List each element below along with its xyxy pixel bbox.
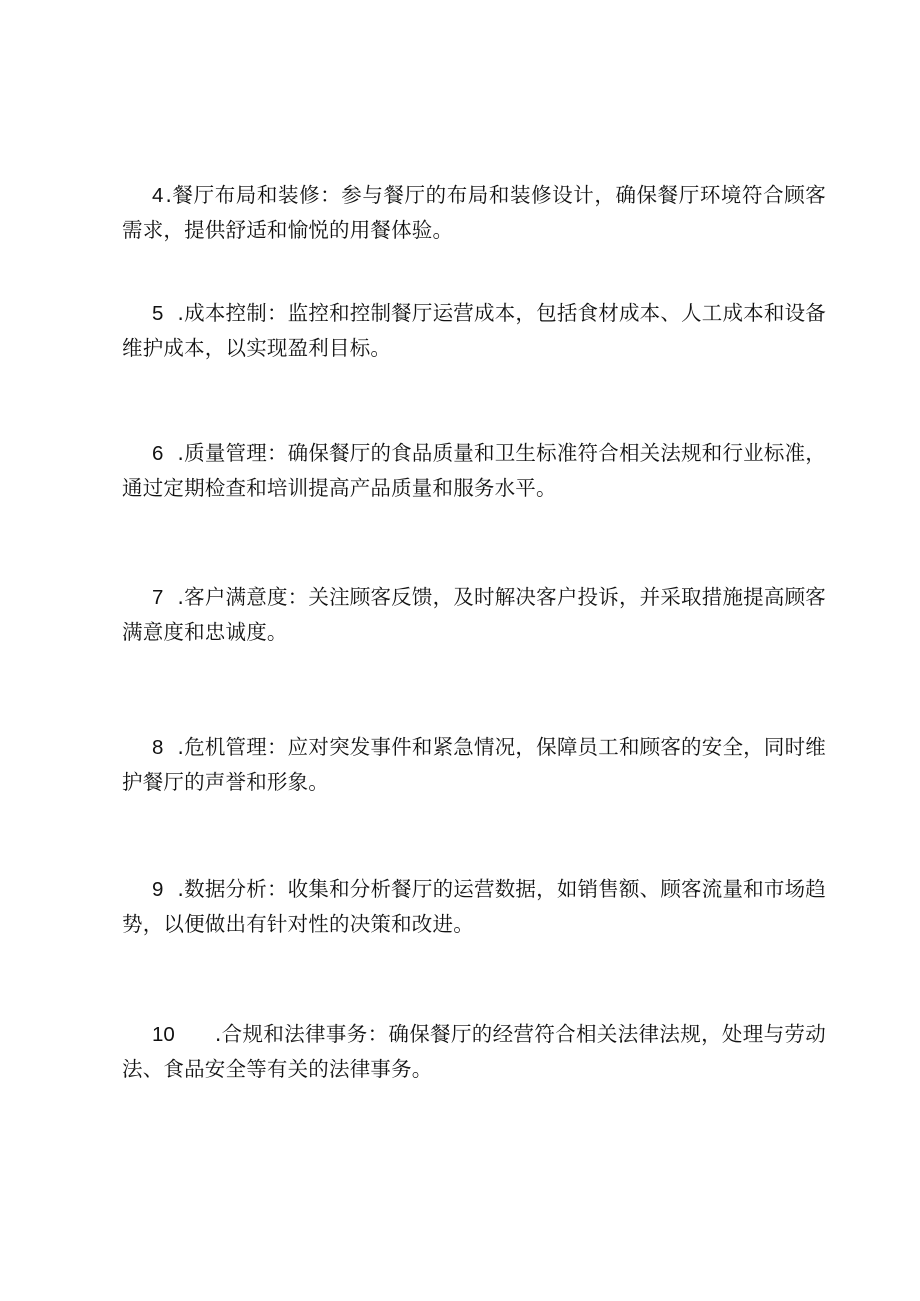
item-number: 5 bbox=[152, 302, 164, 325]
list-item-4 bbox=[122, 178, 826, 247]
item-text: .危机管理：应对突发事件和紧急情况，保障员工和顾客的安全，同时维护餐厅的声誉和形象。 bbox=[122, 735, 826, 794]
paragraph bbox=[122, 580, 826, 649]
list-item-6 bbox=[122, 436, 826, 505]
item-number: 9 bbox=[152, 878, 164, 901]
item-text: .成本控制：监控和控制餐厅运营成本，包括食材成本、人工成本和设备维护成本，以实现盈利目标。 bbox=[122, 301, 826, 360]
list-item-8 bbox=[122, 730, 826, 799]
item-number: 7 bbox=[152, 586, 164, 609]
list-item-9 bbox=[122, 872, 826, 941]
paragraph bbox=[122, 436, 826, 505]
paragraph bbox=[122, 296, 826, 365]
list-item-5 bbox=[122, 296, 826, 365]
paragraph bbox=[122, 730, 826, 799]
item-number: 4 bbox=[152, 184, 164, 207]
item-text: .质量管理：确保餐厅的食品质量和卫生标准符合相关法规和行业标准，通过定期检查和培训提高产品质量和服务水平。 bbox=[122, 441, 826, 500]
item-text: .客户满意度：关注顾客反馈，及时解决客户投诉，并采取措施提高顾客满意度和忠诚度。 bbox=[122, 585, 826, 644]
list-item-7 bbox=[122, 580, 826, 649]
paragraph bbox=[122, 1017, 826, 1086]
item-number: 10 bbox=[152, 1023, 175, 1046]
item-text: .餐厅布局和装修：参与餐厅的布局和装修设计，确保餐厅环境符合顾客需求，提供舒适和愉悦的用餐体验。 bbox=[122, 183, 826, 242]
item-number: 6 bbox=[152, 442, 164, 465]
paragraph bbox=[122, 872, 826, 941]
paragraph bbox=[122, 178, 826, 247]
list-item-10 bbox=[122, 1017, 826, 1086]
item-number: 8 bbox=[152, 736, 164, 759]
item-text: .合规和法律事务：确保餐厅的经营符合相关法律法规，处理与劳动法、食品安全等有关的法律事务。 bbox=[122, 1022, 826, 1081]
item-text: .数据分析：收集和分析餐厅的运营数据，如销售额、顾客流量和市场趋势，以便做出有针对性的决策和改进。 bbox=[122, 877, 826, 936]
